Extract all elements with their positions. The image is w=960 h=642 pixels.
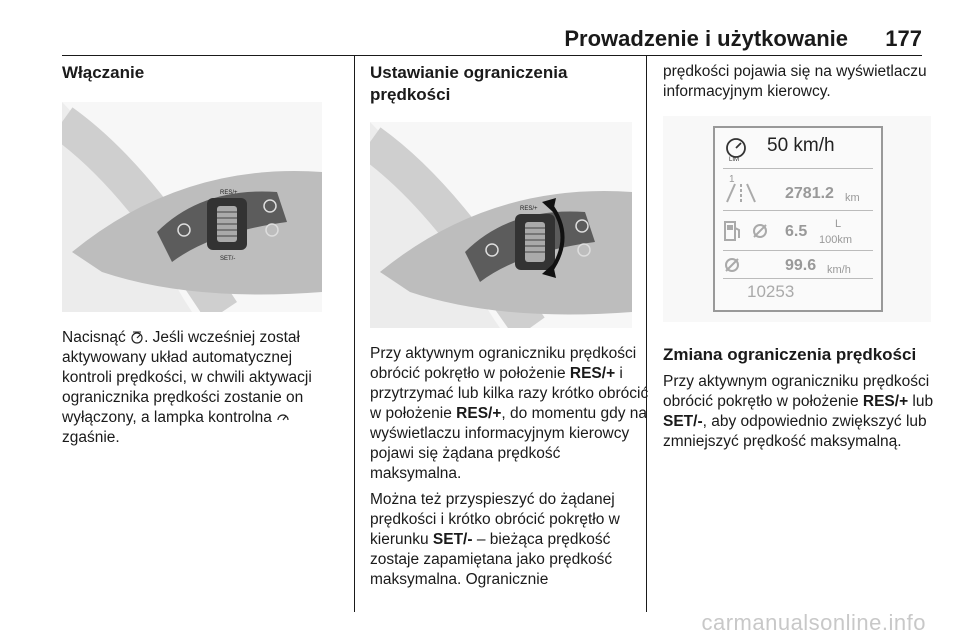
display-divider [723,250,873,251]
res-label: RES/+ [520,206,538,212]
trip-unit: km [845,192,860,204]
header-rule [62,55,922,56]
paragraph-change-limit: Przy aktywnym ograniczniku prędkości obrócić pokrętło w położenie RES/+ lub SET/-, aby odpowiednio zwiększyć lub zmniejszyć prędkość maksymalną. [663,373,934,450]
paragraph-set-limit-2: Można też przyspieszyć do żądanej prędkości i krótko obrócić pokrętło w kierunku SET/- – bieżąca prędkość zostaje zapamiętana jako prędkość maksymalna. Ogranicznie [370,491,620,588]
svg-text:LIM: LIM [729,157,740,162]
display-panel [713,126,883,312]
speed-limiter-icon [130,330,144,344]
trip-number: 1 [729,174,735,185]
column-divider [354,56,355,612]
fuel-value: 6.5 [785,223,808,240]
odometer-value: 10253 [747,282,795,301]
fuel-pump-icon [723,220,743,242]
fuel-unit-top: L [835,218,842,230]
display-divider [723,210,873,211]
steering-wheel-rotation-illustration [370,122,632,328]
average-icon [723,256,741,274]
display-divider [723,168,873,169]
limit-speed-value: 50 km/h [767,135,835,156]
column-1 [62,62,344,454]
section-title: Prowadzenie i użytkowanie [564,26,848,51]
speed-limiter-icon [723,136,749,162]
road-icon [723,182,759,204]
cruise-control-icon [276,410,290,424]
trip-value: 2781.2 [785,185,834,202]
paragraph-enable: Nacisnąć . Jeśli wcześniej został aktywowany układ automatycznej kontroli prędkości, w chwili aktywacji ogranicznika prędkości zostanie on wyłączony, a lampka kontrolna zgaśnie. [62,329,312,446]
paragraph-continuation: prędkości pojawia się na wyświetlaczu informacyjnym kierowcy. [663,63,927,100]
watermark: carmanualsonline.info [701,610,926,635]
avg-speed-unit: km/h [827,264,851,276]
page-number: 177 [885,26,922,51]
heading-wlaczanie: Włączanie [62,63,145,82]
res-label: RES/+ [220,190,238,196]
heading-zmiana: Zmiana ograniczenia prędkości [663,345,917,364]
paragraph-set-limit-1: Przy aktywnym ograniczniku prędkości obrócić pokrętło w położenie RES/+ i przytrzymać lub kilka razy krótko obrócić w położenie RES/+, do momentu gdy na wyświetlaczu informacyjnym kierowcy pojawi się żądana prędkość maksymalna. [370,345,649,482]
display-divider [723,278,873,279]
steering-wheel-illustration [62,102,322,312]
fuel-unit-bottom: 100km [819,234,853,246]
column-2 [370,62,652,596]
avg-speed-value: 99.6 [785,257,817,274]
driver-information-display [663,116,931,322]
average-icon [751,222,769,240]
heading-ustawianie: Ustawianie ograniczenia prędkości [370,63,568,104]
set-label: SET/- [220,256,236,262]
page-header [0,0,960,55]
column-3 [663,62,945,458]
